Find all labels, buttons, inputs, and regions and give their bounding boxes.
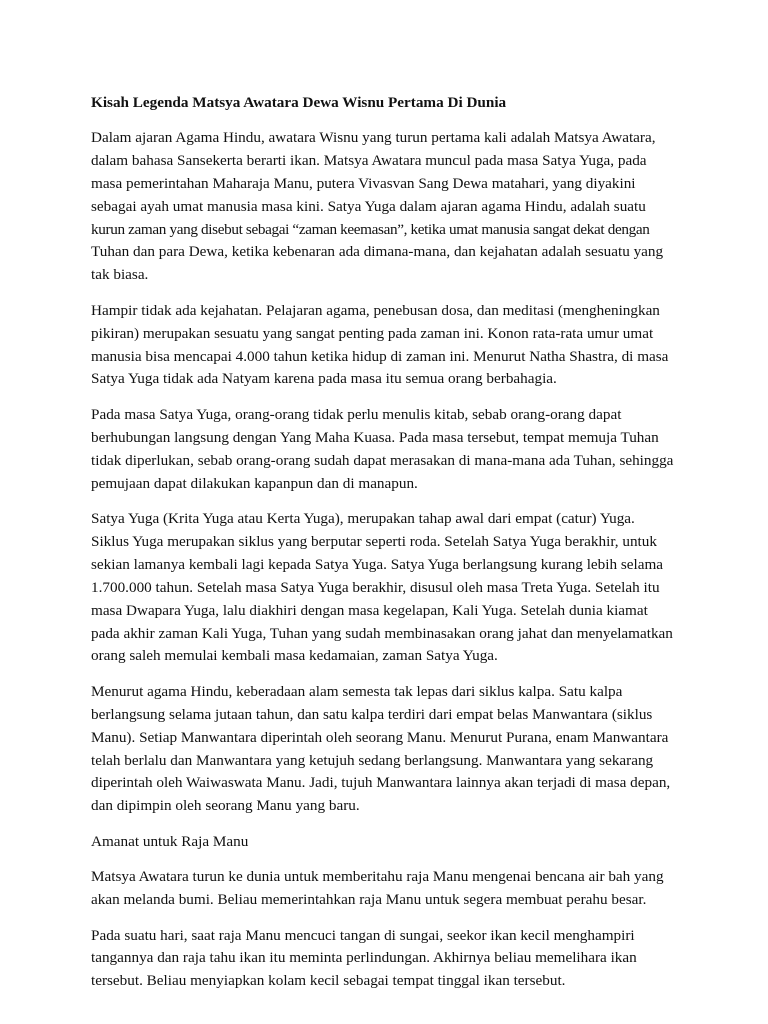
text-line: sebagai ayah umat manusia masa kini. Satya Yuga dalam ajaran agama Hindu, adalah suatu (91, 197, 646, 215)
text-line: Satya Yuga (Krita Yuga atau Kerta Yuga), merupakan tahap awal dari empat (catur) Yuga. (91, 510, 635, 527)
text-line: Menurut agama Hindu, keberadaan alam semesta tak lepas dari siklus kalpa. Satu kalpa (91, 682, 623, 700)
text-line: diperintah oleh Waiwaswata Manu. Jadi, tujuh Manwantara lainnya akan terjadi di masa depan, (91, 774, 671, 792)
text-line: dalam bahasa Sansekerta berarti ikan. Matsya Awatara muncul pada masa Satya Yuga, pada (91, 151, 647, 169)
text-line: dan dipimpin oleh seorang Manu yang baru. (91, 797, 360, 815)
paragraph-2 (91, 300, 680, 392)
document-title: Kisah Legenda Matsya Awatara Dewa Wisnu Pertama Di Dunia (91, 94, 507, 111)
text-line: masa Dwapara Yuga, lalu diakhiri dengan masa kegelapan, Kali Yuga. Setelah dunia kiamat (91, 601, 648, 619)
text-line: tak biasa. (91, 266, 149, 284)
text-line: Pada suatu hari, saat raja Manu mencuci tangan di sungai, seekor ikan kecil menghampiri (91, 926, 635, 944)
text-line: tangannya dan raja tahu ikan itu meminta perlindungan. Akhirnya beliau memelihara ikan (91, 949, 637, 967)
paragraph-4 (91, 508, 680, 668)
text-line: Hampir tidak ada kejahatan. Pelajaran agama, penebusan dosa, dan meditasi (mengheningkan (91, 301, 660, 319)
paragraph-7 (91, 925, 680, 994)
text-line: Siklus Yuga merupakan siklus yang berputar seperti roda. Setelah Satya Yuga berakhir, untuk (91, 532, 657, 550)
text-line: akan melanda bumi. Beliau memerintahkan raja Manu untuk segera membuat perahu besar. (91, 891, 647, 909)
text-line: Tuhan dan para Dewa, ketika kebenaran ada dimana-mana, dan kejahatan adalah sesuatu yang (91, 243, 664, 261)
text-line: pada akhir zaman Kali Yuga, Tuhan yang sudah membinasakan orang jahat dan menyelamatkan (91, 624, 673, 642)
text-line: manusia bisa mencapai 4.000 tahun ketika hidup di zaman ini. Menurut Natha Shastra, di masa (91, 347, 669, 365)
text-line: tidak diperlukan, sebab orang-orang sudah dapat merasakan di mana-mana ada Tuhan, sehingga (91, 451, 674, 469)
text-line: pemujaan dapat dilakukan kapanpun dan di manapun. (91, 474, 418, 492)
text-line: sekian lamanya kembali lagi kepada Satya Yuga. Satya Yuga berlangsung kurang lebih selama (91, 555, 664, 573)
text-line: orang saleh memulai kembali masa kedamaian, zaman Satya Yuga. (91, 647, 498, 665)
text-line: Pada masa Satya Yuga, orang-orang tidak perlu menulis kitab, sebab orang-orang dapat (91, 405, 622, 423)
paragraph-1 (91, 127, 680, 287)
section-heading (91, 831, 680, 854)
text-line: berlangsung selama jutaan tahun, dan satu kalpa terdiri dari empat belas Manwantara (siklus (91, 705, 653, 723)
paragraph-5 (91, 681, 680, 818)
text-line: masa pemerintahan Maharaja Manu, putera Vivasvan Sang Dewa matahari, yang diyakini (91, 174, 636, 192)
text-line: Manu). Setiap Manwantara diperintah oleh seorang Manu. Menurut Purana, enam Manwantara (91, 728, 669, 746)
paragraph-3 (91, 404, 680, 496)
text-line: Matsya Awatara turun ke dunia untuk memberitahu raja Manu mengenai bencana air bah yang (91, 868, 664, 886)
text-line: kurun zaman yang disebut sebagai “zaman keemasan”, ketika umat manusia sangat dekat dengan (91, 220, 650, 238)
text-line: telah berlalu dan Manwantara yang ketujuh sedang berlangsung. Manwantara yang sekarang (91, 751, 654, 769)
text-line: pikiran) merupakan sesuatu yang sangat penting pada zaman ini. Konon rata-rata umur umat (91, 324, 654, 342)
text-line: Amanat untuk Raja Manu (91, 832, 249, 850)
text-line: berhubungan langsung dengan Yang Maha Kuasa. Pada masa tersebut, tempat memuja Tuhan (91, 428, 659, 446)
text-line: Satya Yuga tidak ada Natyam karena pada masa itu semua orang berbahagia. (91, 370, 557, 388)
paragraph-6 (91, 866, 680, 912)
text-line: Dalam ajaran Agama Hindu, awatara Wisnu yang turun pertama kali adalah Matsya Awatara, (91, 128, 656, 146)
text-line: 1.700.000 tahun. Setelah masa Satya Yuga berakhir, disusul oleh masa Treta Yuga. Setelah itu (91, 578, 660, 596)
text-line: tersebut. Beliau menyiapkan kolam kecil sebagai tempat tinggal ikan tersebut. (91, 972, 566, 990)
